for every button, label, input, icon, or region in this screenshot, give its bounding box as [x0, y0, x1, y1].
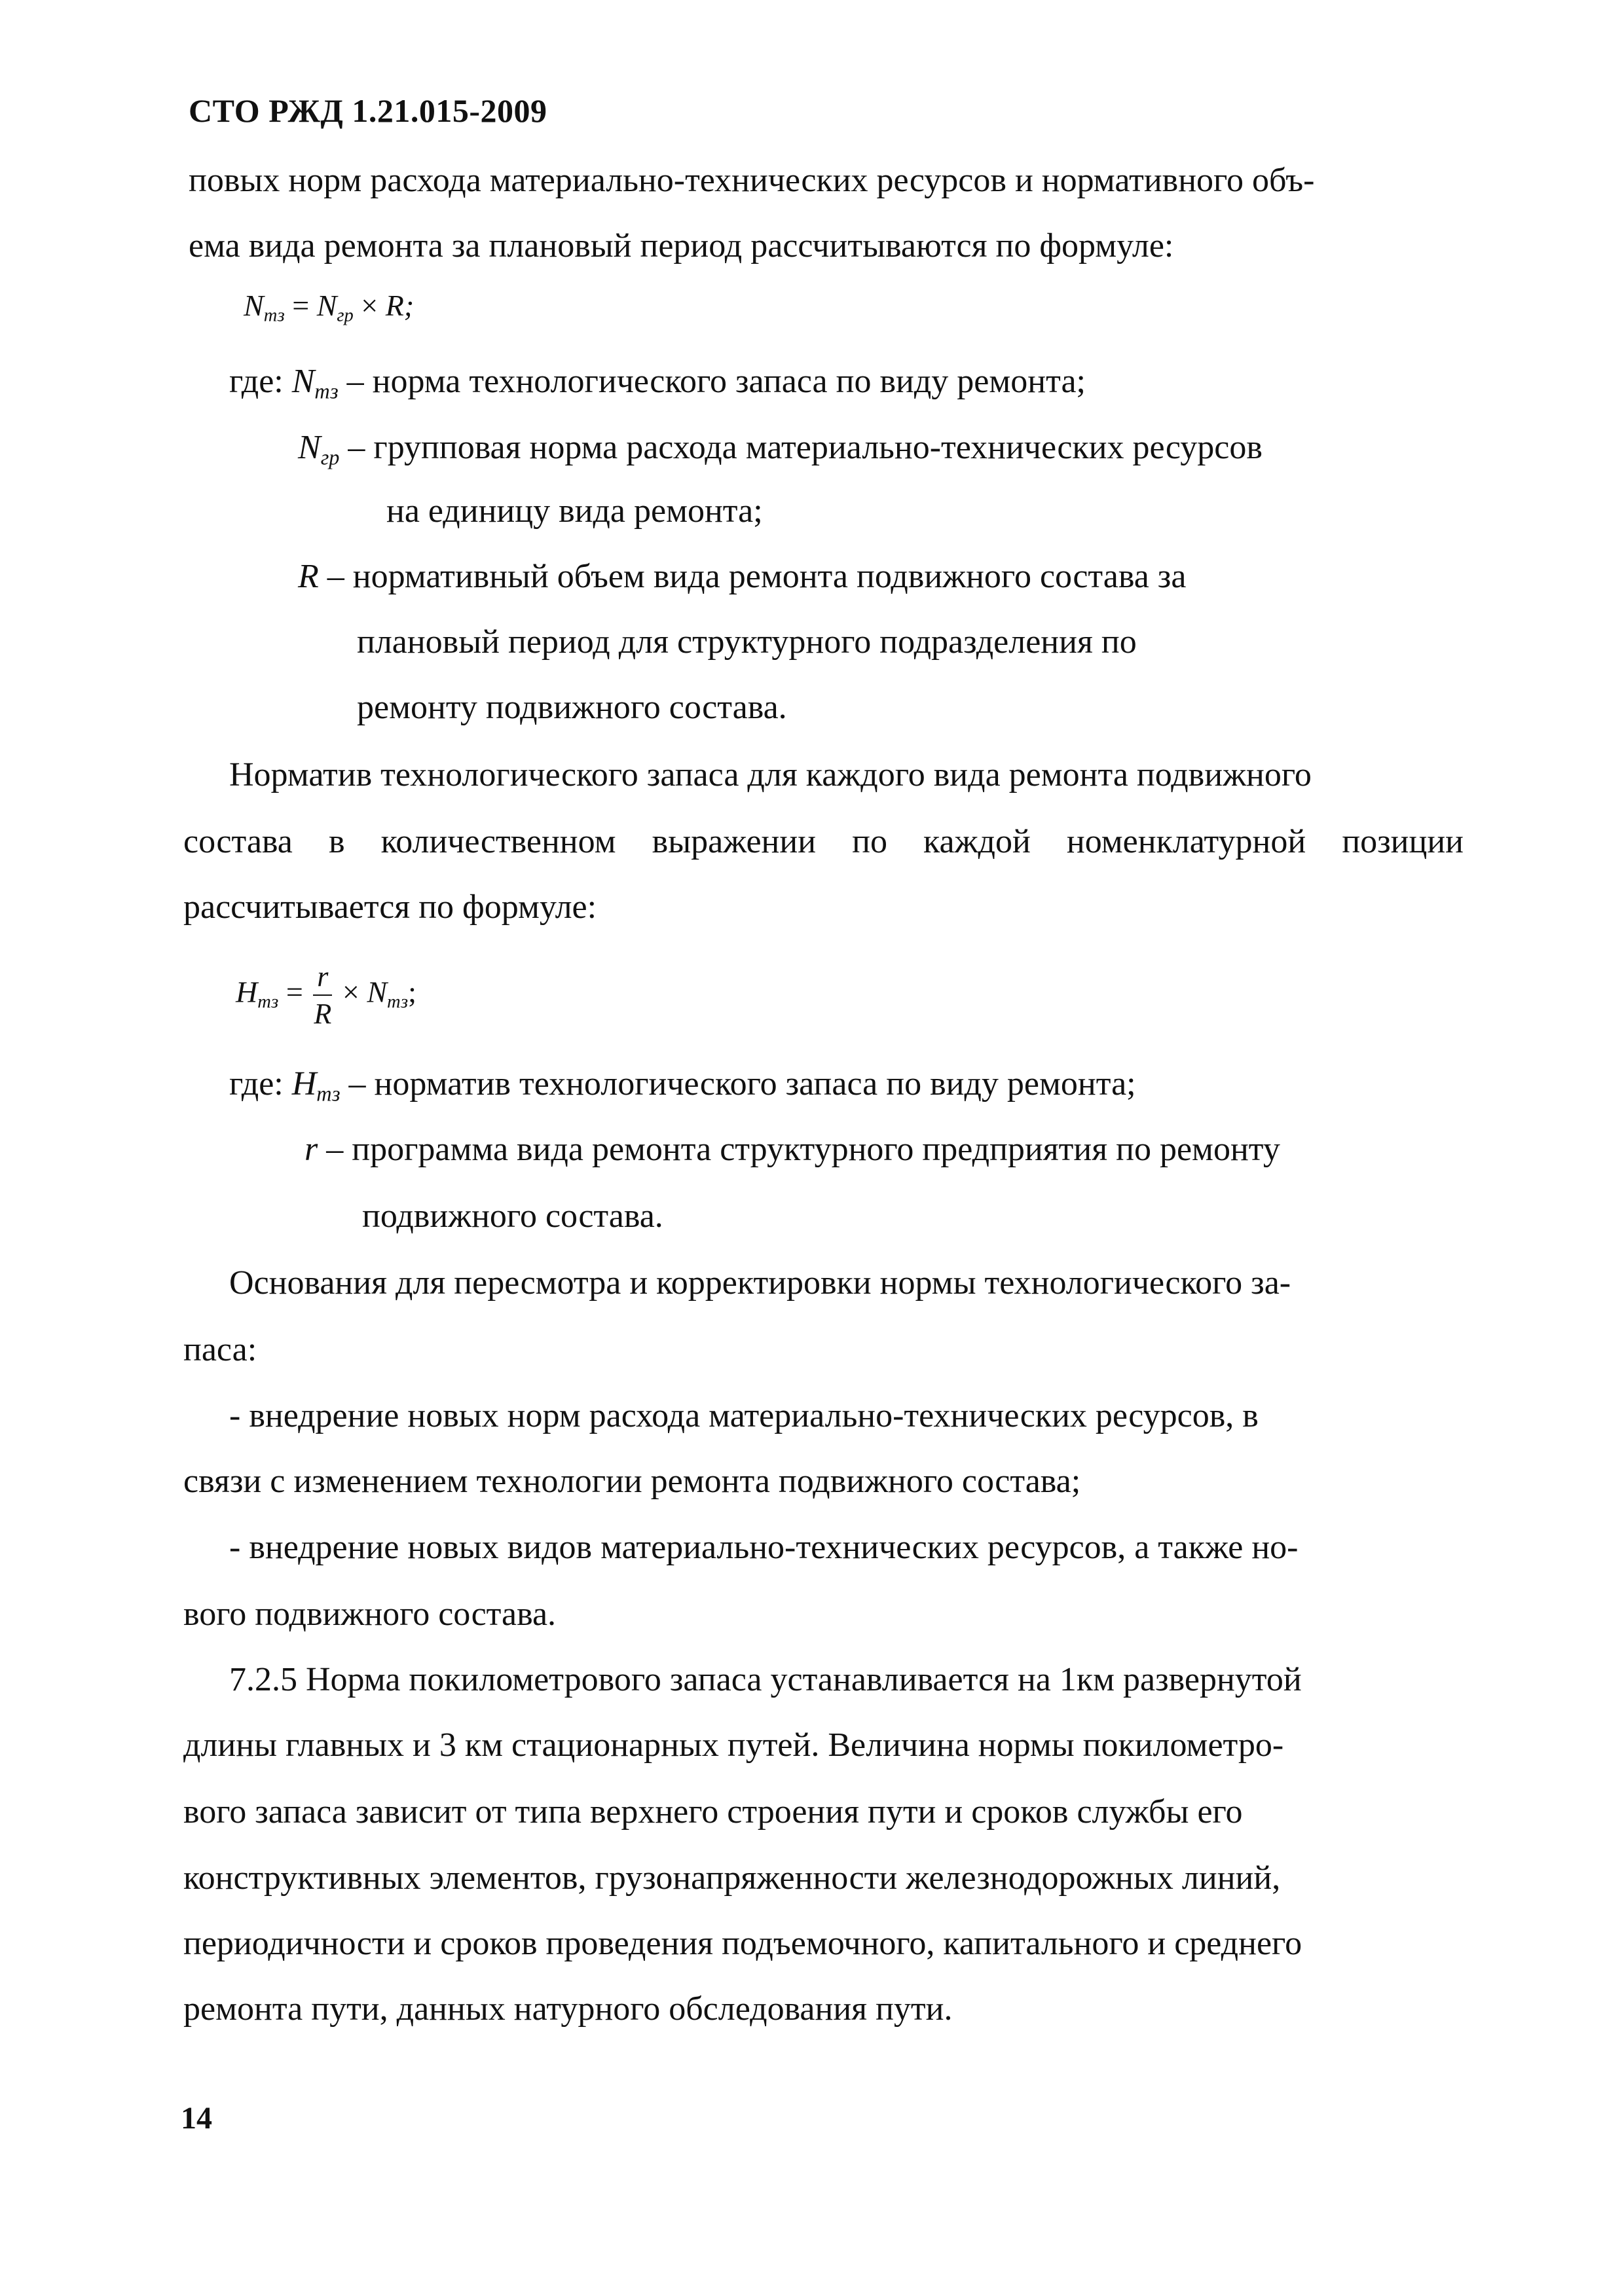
- formula2-end: ;: [408, 975, 416, 1009]
- formula2-denominator: R: [314, 998, 332, 1030]
- where2-line1: [229, 1067, 1136, 1104]
- formula2-term: N: [367, 975, 388, 1009]
- where2-sym1: H: [291, 1065, 317, 1102]
- para4-line5: периодичности и сроков проведения подъемочного, капитального и среднего: [183, 1925, 1302, 1962]
- formula2-fraction: [313, 960, 332, 1030]
- para4-line3: вого запаса зависит от типа верхнего строения пути и сроков службы его: [183, 1793, 1243, 1831]
- formula2-op: ×: [335, 975, 367, 1009]
- para1-line1: повых норм расхода материально-технических ресурсов и нормативного объ-: [189, 162, 1315, 199]
- bullet1-line2: связи с изменением технологии ремонта подвижного состава;: [183, 1463, 1081, 1500]
- para1-line2: ема вида ремонта за плановый период рассчитываются по формуле:: [189, 227, 1174, 264]
- formula2-numerator: r: [313, 960, 332, 996]
- word: каждой: [923, 823, 1031, 860]
- word: позиции: [1342, 823, 1464, 860]
- page-header: СТО РЖД 1.21.015-2009: [189, 92, 547, 129]
- formula1-term1-sub: гр: [337, 305, 354, 326]
- bullet1-line1: - внедрение новых норм расхода материально-технических ресурсов, в: [229, 1397, 1259, 1434]
- para2-line2: [183, 825, 1464, 859]
- where1-line5: плановый период для структурного подразделения по: [357, 623, 1137, 661]
- para4-line2: длины главных и 3 км стационарных путей. Величина нормы покилометро-: [183, 1726, 1284, 1764]
- word: в: [328, 823, 345, 860]
- where2-sym2: r: [304, 1131, 318, 1168]
- para2-line1: Норматив технологического запаса для каждого вида ремонта подвижного: [229, 756, 1312, 793]
- para2-line3: рассчитывается по формуле:: [183, 888, 597, 926]
- where2-line3: подвижного состава.: [362, 1197, 663, 1235]
- formula1-lhs: N: [244, 289, 264, 322]
- where1-sym2: N: [298, 429, 321, 466]
- word: количественном: [380, 823, 616, 860]
- where1-line2: [298, 431, 1263, 468]
- para4-line4: конструктивных элементов, грузонапряженности железнодорожных линий,: [183, 1859, 1281, 1897]
- where1-def3-l1: – нормативный объем вида ремонта подвижного состава за: [318, 558, 1187, 595]
- where2-def2-l1: – программа вида ремонта структурного предприятия по ремонту: [318, 1131, 1280, 1168]
- where1-sym1-sub: тз: [314, 379, 339, 403]
- para4-line1: 7.2.5 Норма покилометрового запаса устанавливается на 1км развернутой: [229, 1661, 1302, 1698]
- page-number: 14: [181, 2101, 212, 2136]
- word: состава: [183, 823, 293, 860]
- para3-line1: Основания для пересмотра и корректировки нормы технологического за-: [229, 1264, 1291, 1302]
- formula2-lhs: H: [236, 975, 258, 1009]
- word: выражении: [652, 823, 817, 860]
- bullet2-line2: вого подвижного состава.: [183, 1595, 557, 1633]
- para4-line6: ремонта пути, данных натурного обследования пути.: [183, 1990, 953, 2028]
- where1-line1: [229, 365, 1086, 402]
- where1-intro: где:: [229, 363, 292, 400]
- formula1-term2: R;: [385, 289, 415, 322]
- where1-line4: [298, 560, 1186, 594]
- where1-sym3: R: [298, 558, 319, 595]
- formula2-eq: =: [278, 975, 311, 1009]
- where1-def2-l1: – групповая норма расхода материально-технических ресурсов: [339, 429, 1263, 466]
- formula2-lhs-sub: тз: [257, 992, 279, 1013]
- word: по: [852, 823, 887, 860]
- formula-2: [236, 960, 416, 1030]
- where2-line2: [304, 1133, 1280, 1167]
- formula1-term1: N: [316, 289, 337, 322]
- formula1-lhs-sub: тз: [263, 305, 285, 326]
- formula1-eq: =: [284, 289, 317, 322]
- where1-line3: на единицу вида ремонта;: [386, 492, 763, 530]
- formula-1: [244, 288, 414, 327]
- formula1-op: ×: [353, 289, 386, 322]
- bullet2-line1: - внедрение новых видов материально-технических ресурсов, а также но-: [229, 1529, 1299, 1566]
- formula2-term-sub: тз: [387, 992, 409, 1013]
- where1-sym2-sub: гр: [320, 445, 340, 469]
- where2-intro: где:: [229, 1065, 292, 1102]
- where2-def1: – норматив технологического запаса по виду ремонта;: [340, 1065, 1136, 1102]
- where1-sym1: N: [291, 363, 315, 400]
- word: номенклатурной: [1066, 823, 1306, 860]
- where1-line6: ремонту подвижного состава.: [357, 689, 787, 726]
- para3-line2: паса:: [183, 1331, 257, 1368]
- where2-sym1-sub: тз: [316, 1082, 341, 1106]
- where1-def1: – норма технологического запаса по виду ремонта;: [338, 363, 1086, 400]
